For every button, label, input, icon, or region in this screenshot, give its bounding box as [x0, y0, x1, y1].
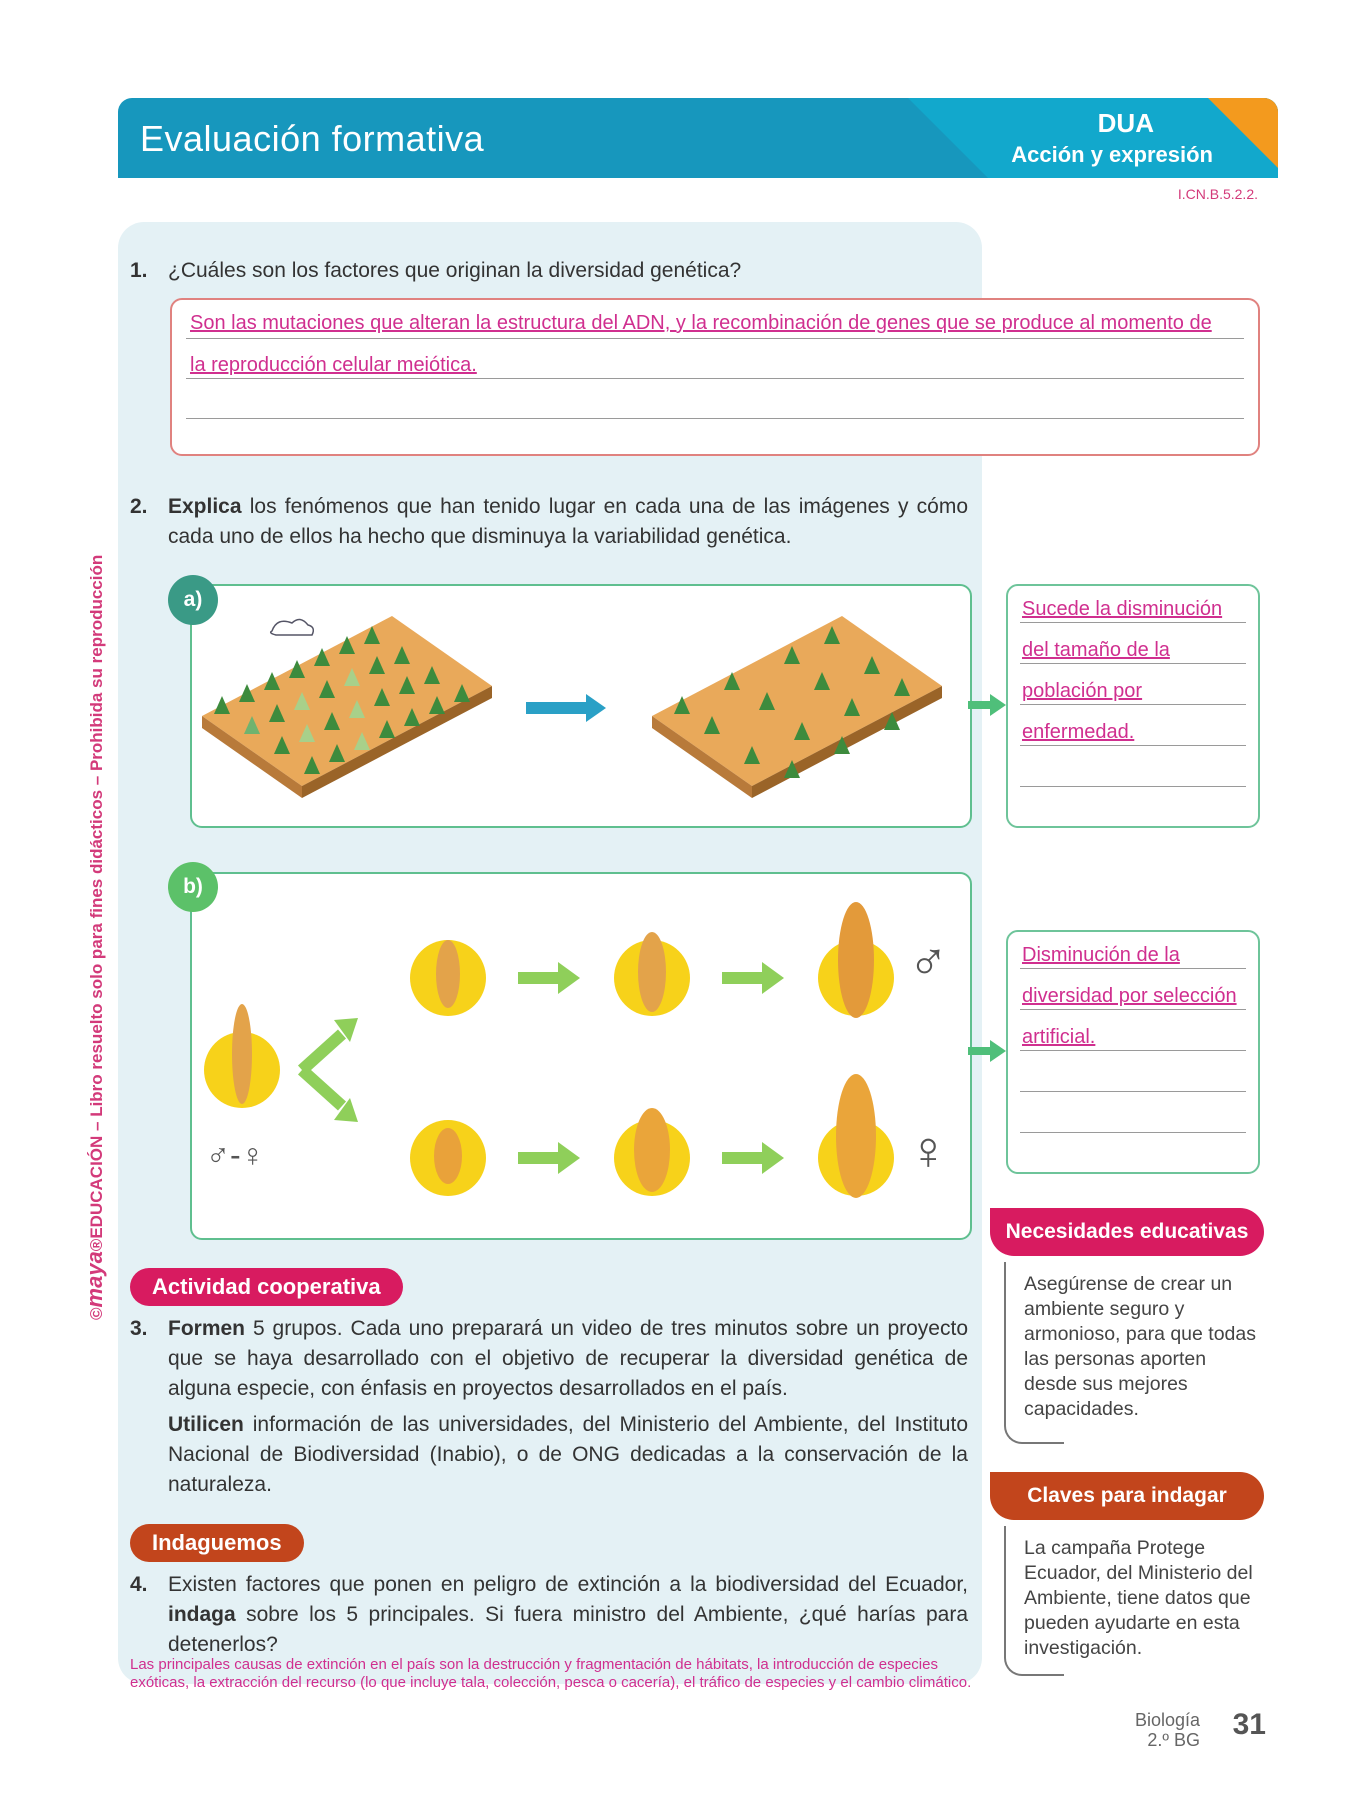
page-title: Evaluación formativa — [140, 118, 485, 159]
question-2 — [130, 492, 970, 556]
header-bar — [118, 98, 1278, 178]
writing-line — [1020, 786, 1246, 787]
needs-text: Asegúrense de crear un ambiente seguro y armonioso, para que todas las personas aporten desde sus mejores capacidades. — [1024, 1273, 1256, 1420]
answer-b-line-2: diversidad por selección — [1022, 985, 1237, 1007]
question-number: 3. — [130, 1317, 148, 1340]
answer-q4: Las principales causas de extinción en el país son la destrucción y fragmentación de hábitats, la introducción de especies exóticas, la extracción del recurso (lo que incluye tala, colección, pesca o cacería), el tráfico de especies y el cambio climático. — [130, 1656, 972, 1691]
question-number: 2. — [130, 495, 148, 518]
dua-subtitle: Acción y expresión — [1011, 142, 1213, 167]
question-4 — [130, 1570, 970, 1660]
brand-logo: maya — [82, 1251, 107, 1308]
question-keyword: Explica — [168, 495, 242, 518]
writing-line — [1020, 745, 1246, 746]
cooperative-tag: Actividad cooperativa — [130, 1268, 403, 1306]
page-number: 31 — [1232, 1708, 1266, 1741]
answer-b-line-1: Disminución de la — [1022, 944, 1180, 966]
male-female-symbol-icon: ♂-♀ — [206, 1137, 265, 1173]
question-text: ¿Cuáles son los factores que originan la diversidad genética? — [168, 259, 742, 282]
forest-illustration — [192, 586, 972, 828]
grade: 2.º BG — [1147, 1730, 1200, 1750]
note-bracket — [1004, 1262, 1064, 1444]
image-box-a — [190, 584, 972, 828]
copyright-notice — [82, 555, 108, 1320]
note-bracket — [1004, 1526, 1064, 1676]
question-keyword: Utilicen — [168, 1413, 244, 1436]
corn-illustration — [192, 874, 972, 1240]
question-body: sobre los 5 principales. Si fuera ministro del Ambiente, ¿qué harías para detenerlos? — [168, 1603, 968, 1656]
answer-b-line-3: artificial. — [1022, 1026, 1096, 1048]
writing-line — [1020, 968, 1246, 969]
question-number: 4. — [130, 1573, 148, 1596]
question-body: 5 grupos. Cada uno preparará un video de tres minutos sobre un proyecto que se haya desarrollado con el objetivo de recuperar la diversidad genética de alguna especie, con énfasis en proyectos desarrollados en el país. — [168, 1317, 968, 1400]
question-paragraph-1 — [168, 1314, 968, 1404]
writing-line — [1020, 1091, 1246, 1092]
question-number: 1. — [130, 259, 148, 282]
dua-title: DUA — [1097, 108, 1154, 138]
question-text — [168, 1570, 968, 1660]
arrow-to-answer-b — [968, 1040, 1008, 1062]
writing-line — [1020, 1009, 1246, 1010]
writing-line — [1020, 1050, 1246, 1051]
answer-box-1[interactable] — [170, 298, 1260, 456]
question-body: los fenómenos que han tenido lugar en cada una de las imágenes y cómo cada uno de ellos ha hecho que disminuya la variabilidad genética. — [168, 495, 968, 548]
answer-a-line-4: enfermedad. — [1022, 721, 1135, 743]
answer-box-a[interactable] — [1006, 584, 1260, 828]
image-box-b — [190, 872, 972, 1240]
indaguemos-tag: Indaguemos — [130, 1524, 304, 1562]
question-text — [168, 1314, 968, 1500]
needs-title: Necesidades educativas — [990, 1208, 1264, 1256]
question-keyword: Formen — [168, 1317, 246, 1340]
writing-line — [1020, 704, 1246, 705]
question-keyword: indaga — [168, 1603, 236, 1626]
answer-a-line-1: Sucede la disminución — [1022, 598, 1223, 620]
indicator-code: I.CN.B.5.2.2. — [1177, 186, 1258, 202]
answer-line-2: la reproducción celular meiótica. — [190, 354, 477, 376]
question-body: Existen factores que ponen en peligro de extinción a la biodiversidad del Ecuador, — [168, 1573, 968, 1596]
notice-text: EDUCACIÓN – Libro resuelto solo para fines didácticos – Prohibida su reproducción — [87, 554, 106, 1239]
question-3 — [130, 1314, 970, 1504]
answer-box-b[interactable] — [1006, 930, 1260, 1174]
dua-banner — [908, 98, 1278, 178]
writing-line — [186, 338, 1244, 339]
writing-line — [186, 418, 1244, 419]
female-symbol-icon: ♀ — [908, 1121, 949, 1181]
question-body: información de las universidades, del Ministerio del Ambiente, del Instituto Nacional de Biodiversidad (Inabio), o de ONG dedicadas a la conservación de la naturaleza. — [168, 1413, 968, 1496]
answer-line-1: Son las mutaciones que alteran la estructura del ADN, y la recombinación de genes que se produce al momento de — [190, 312, 1212, 334]
writing-line — [1020, 663, 1246, 664]
subject: Biología — [1134, 1710, 1200, 1730]
registered-symbol: ® — [87, 1238, 106, 1252]
writing-line — [186, 378, 1244, 379]
arrow-to-answer-a — [968, 694, 1008, 716]
answer-a-line-3: población por — [1022, 680, 1143, 702]
writing-line — [1020, 622, 1246, 623]
keys-title: Claves para indagar — [990, 1472, 1264, 1520]
writing-line — [1020, 1132, 1246, 1133]
copyright-symbol: © — [87, 1307, 106, 1320]
question-text — [168, 492, 968, 552]
book-info — [1135, 1710, 1200, 1750]
answer-a-line-2: del tamaño de la — [1022, 639, 1170, 661]
male-symbol-icon: ♂ — [908, 932, 949, 992]
keys-text: La campaña Protege Ecuador, del Ministerio del Ambiente, tiene datos que pueden ayudarte en esta investigación. — [1024, 1537, 1253, 1659]
label-a: a) — [168, 575, 218, 625]
label-b: b) — [168, 862, 218, 912]
question-paragraph-2 — [168, 1410, 968, 1500]
